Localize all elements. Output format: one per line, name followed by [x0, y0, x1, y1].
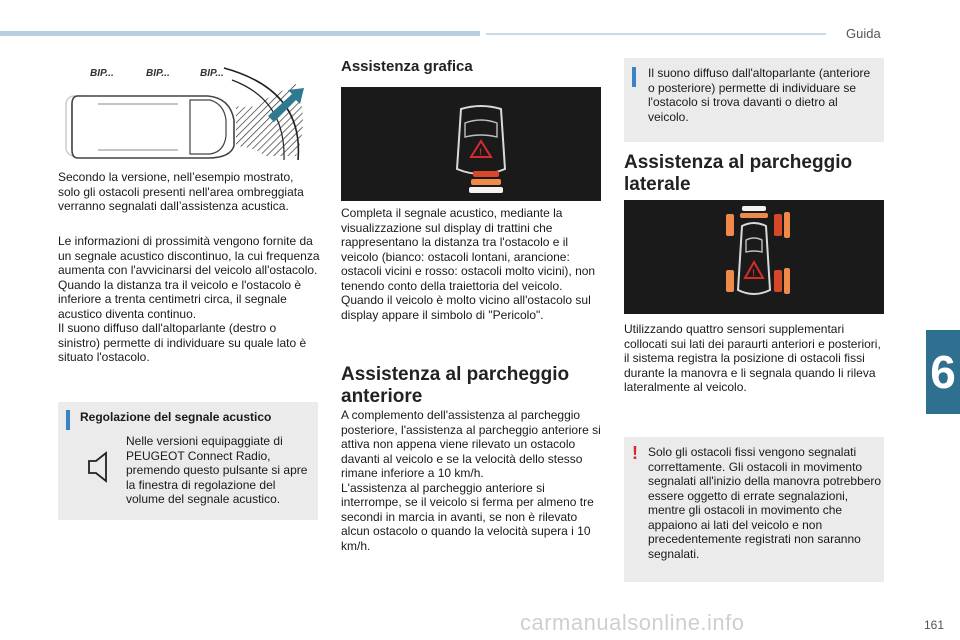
col1-para2: Le informazioni di prossimità vengono fornite da un segnale acustico discontinuo, la cui frequenza aumenta con l'avvicinarsi del veicolo all'ostacolo. Quando la distanza tra il veicolo e l'ostacolo è inferiore a trenta centimetri circa, il segnale acustico diventa continuo. Il suono diffuso dall'altoparlante (destro o sinistro) permette di individuare su quale lato è situato l'ostacolo. — [58, 234, 320, 364]
col2-para1: Completa il segnale acustico, mediante la visualizzazione sul display di trattini che rappresentano la distanza tra l'ostacolo e il veicolo (bianco: ostacoli lontani, arancione: ostacoli vicini e rosso: ostacoli molto vicini), non tenendo conto della traiettoria del veicolo. Quando il veicolo è molto vicino all'ostacolo sul display appare il simbolo di "Pericolo". — [341, 206, 596, 322]
heading-graphic-assist: Assistenza grafica — [341, 58, 473, 75]
info-icon — [632, 67, 636, 87]
speaker-icon — [86, 450, 112, 484]
svg-text:!: ! — [752, 268, 755, 278]
col3-para1: Utilizzando quattro sensori supplementari collocati sui lati dei paraurti anteriori e posteriori, il sistema registra la posizione di ostacoli fissi durante la manovra e li segnala quando li rileva lateralmente al veicolo. — [624, 322, 881, 394]
bip-label: BIP... — [146, 68, 170, 79]
warning-box — [624, 437, 884, 582]
col2-para2: A complemento dell'assistenza al parcheggio posteriore, l'assistenza al parcheggio anteriore si attiva non appena viene rilevato un ostacolo davanti al veicolo e se la velocità dello stesso rimane inferiore a 10 km/h. L'assistenza al parcheggio anteriore si interrompe, se il veicolo si ferma per almeno tre secondi in marcia in avanti, se non è rilevato alcun ostacolo o quando la velocità supera i 10 km/h. — [341, 408, 601, 553]
box-title: Regolazione del segnale acustico — [80, 410, 272, 424]
header-rule — [0, 31, 480, 36]
warning-icon: ! — [632, 443, 638, 463]
page-number: 161 — [923, 618, 944, 632]
side-assist-display — [624, 200, 884, 314]
warn-text: Solo gli ostacoli fissi vengono segnalati correttamente. Gli ostacoli in movimento segnalati all'inizio della manovra potrebbero essere oggetto di errate segnalazioni, mentre gli ostacoli in movimento che appaiono ai lati del veicolo e non precedentemente registrati non saranno segnalati. — [648, 445, 882, 561]
sensor-bar-orange — [471, 179, 501, 185]
heading-front-parking: Assistenza al parcheggio anteriore — [341, 364, 570, 407]
acoustic-settings-box — [58, 402, 318, 520]
rear-sensor-illustration — [58, 60, 318, 160]
heading-side-parking: Assistenza al parcheggio laterale — [624, 152, 853, 195]
chapter-tab: 6 — [926, 330, 960, 414]
sensor-bar-red — [473, 171, 499, 177]
info-text: Il suono diffuso dall'altoparlante (anteriore o posteriore) permette di individuare se l'ostacolo si trova davanti o dietro al veicolo. — [648, 66, 871, 124]
car-reversing-graphic — [58, 60, 318, 160]
watermark: carmanualsonline.info — [520, 610, 745, 635]
svg-text:!: ! — [479, 147, 482, 157]
box-text: Nelle versioni equipaggiate di PEUGEOT Connect Radio, premendo questo pulsante si apre la finestra di regolazione del volume del segnale acustico. — [126, 434, 308, 506]
bip-label: BIP... — [200, 68, 224, 79]
col1-para1: Secondo la versione, nell’esempio mostrato, solo gli ostacoli presenti nell'area ombreggiata verranno segnalati dall’assistenza acustica. — [58, 170, 304, 213]
side-sensor-display-graphic — [624, 200, 884, 314]
bip-label: BIP... — [90, 68, 114, 79]
speaker-info-box — [624, 58, 884, 142]
sensor-bar-white — [469, 187, 503, 193]
info-icon — [66, 410, 70, 430]
header-rule-secondary — [486, 33, 826, 35]
section-label: Guida — [846, 26, 881, 41]
graphic-assist-display — [341, 87, 601, 201]
rear-sensor-display-graphic — [341, 87, 601, 201]
